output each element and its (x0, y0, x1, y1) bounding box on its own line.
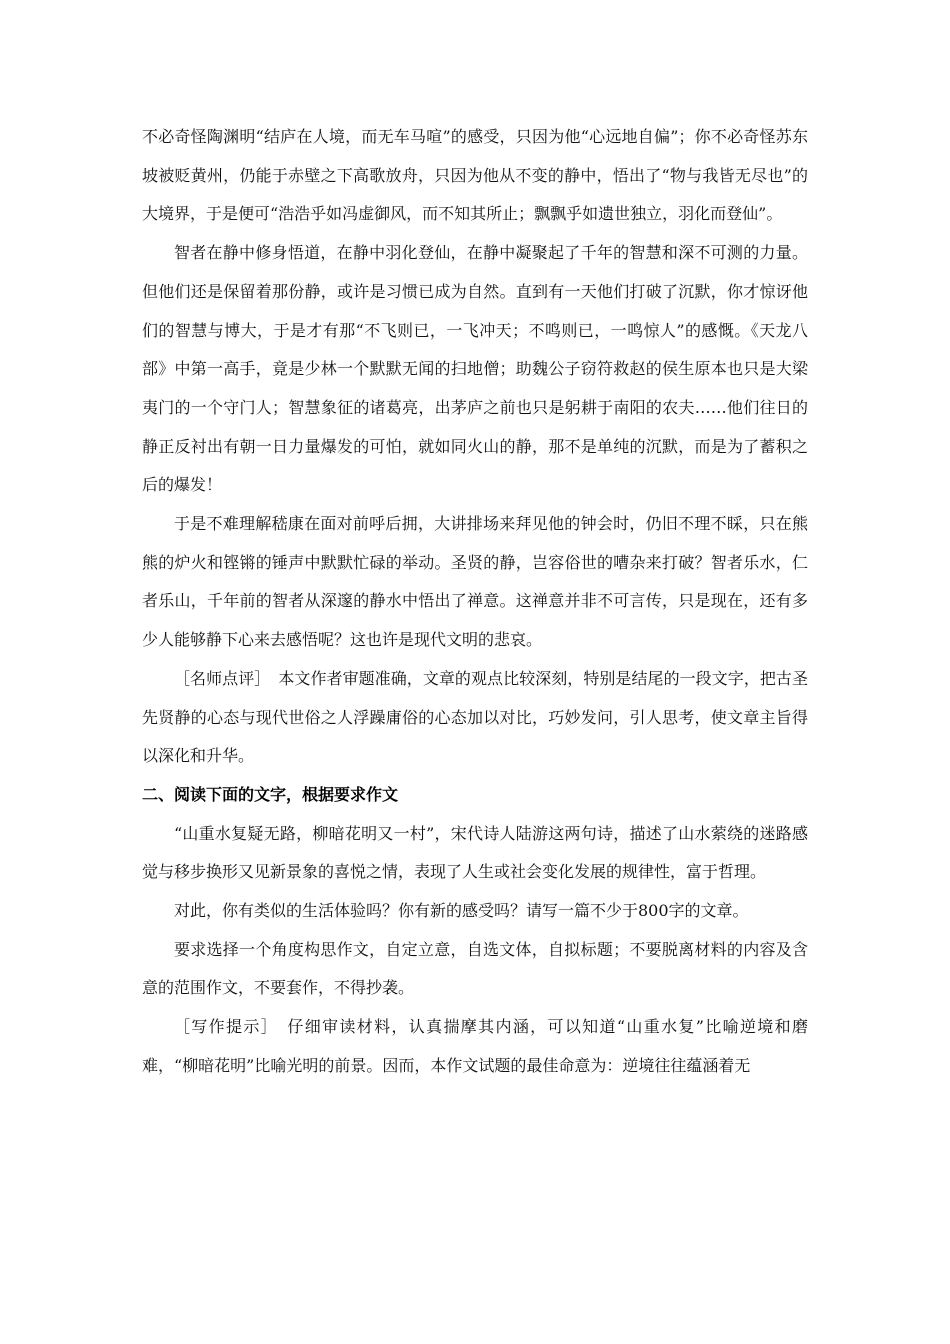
paragraph-requirements: 要求选择一个角度构思作文，自定立意，自选文体，自拟标题；不要脱离材料的内容及含意的范围作文，不要套作，不得抄袭。 (142, 939, 808, 998)
teacher-comment (142, 660, 808, 776)
teacher-comment-tag: ［名师点评］ (174, 668, 263, 688)
document-body (142, 118, 808, 1086)
teacher-comment-text: 本文作者审题准确，文章的观点比较深刻，特别是结尾的一段文字，把古圣先贤静的心态与现代世俗之人浮躁庸俗的心态加以对比，巧妙发问，引人思考，使文章主旨得以深化和升华。 (142, 668, 808, 766)
paragraph-sages-silence: 智者在静中修身悟道，在静中羽化登仙，在静中凝聚起了千年的智慧和深不可测的力量。但他们还是保留着那份静，或许是习惯已成为自然。直到有一天他们打破了沉默，你才惊讶他们的智慧与博大，于是才有那“不飞则已，一飞冲天；不鸣则已，一鸣惊人”的感慨。《天龙八部》中第一高手，竟是少林一个默默无闻的扫地僧；助魏公子窃符救赵的侯生原本也只是大梁夷门的一个守门人；智慧象征的诸葛亮，出茅庐之前也只是躬耕于南阳的农夫……他们往日的静正反衬出有朝一日力量爆发的可怕，就如同火山的静，那不是单纯的沉默，而是为了蓄积之后的爆发！ (142, 243, 808, 495)
paragraph-jikang: 于是不难理解嵇康在面对前呼后拥，大讲排场来拜见他的钟会时，仍旧不理不睬，只在熊熊的炉火和铿锵的锤声中默默忙碌的举动。圣贤的静，岂容俗世的嘈杂来打破？智者乐水，仁者乐山，千年前的智者从深邃的静水中悟出了禅意。这禅意并非不可言传，只是现在，还有多少人能够静下心来去感悟呢？这也许是现代文明的悲哀。 (142, 514, 808, 650)
writing-hint-tag: ［写作提示］ (174, 1017, 271, 1037)
section-heading: 二、阅读下面的文字，根据要求作文 (142, 784, 399, 804)
writing-hint-text: 仔细审读材料，认真揣摩其内涵，可以知道“山重水复”比喻逆境和磨难，“柳暗花明”比喻光明的前景。因而，本作文试题的最佳命意为：逆境往往蕴涵着无 (142, 1017, 808, 1075)
writing-hint (142, 1008, 808, 1085)
paragraph-tao-su: 不必奇怪陶渊明“结庐在人境，而无车马喧”的感受，只因为他“心远地自偏”；你不必奇怪苏东坡被贬黄州，仍能于赤壁之下高歌放舟，只因为他从不变的静中，悟出了“物与我皆无尽也”的大境界，于是便可“浩浩乎如冯虚御风，而不知其所止；飘飘乎如遗世独立，羽化而登仙”。 (142, 127, 808, 224)
paragraph-writing-prompt: 对此，你有类似的生活体验吗？你有新的感受吗？请写一篇不少于800字的文章。 (174, 901, 749, 921)
paragraph-lu-you-poem: “山重水复疑无路，柳暗花明又一村”，宋代诗人陆游这两句诗，描述了山水萦绕的迷路感觉与移步换形又见新景象的喜悦之情，表现了人生或社会变化发展的规律性，富于哲理。 (142, 823, 808, 882)
